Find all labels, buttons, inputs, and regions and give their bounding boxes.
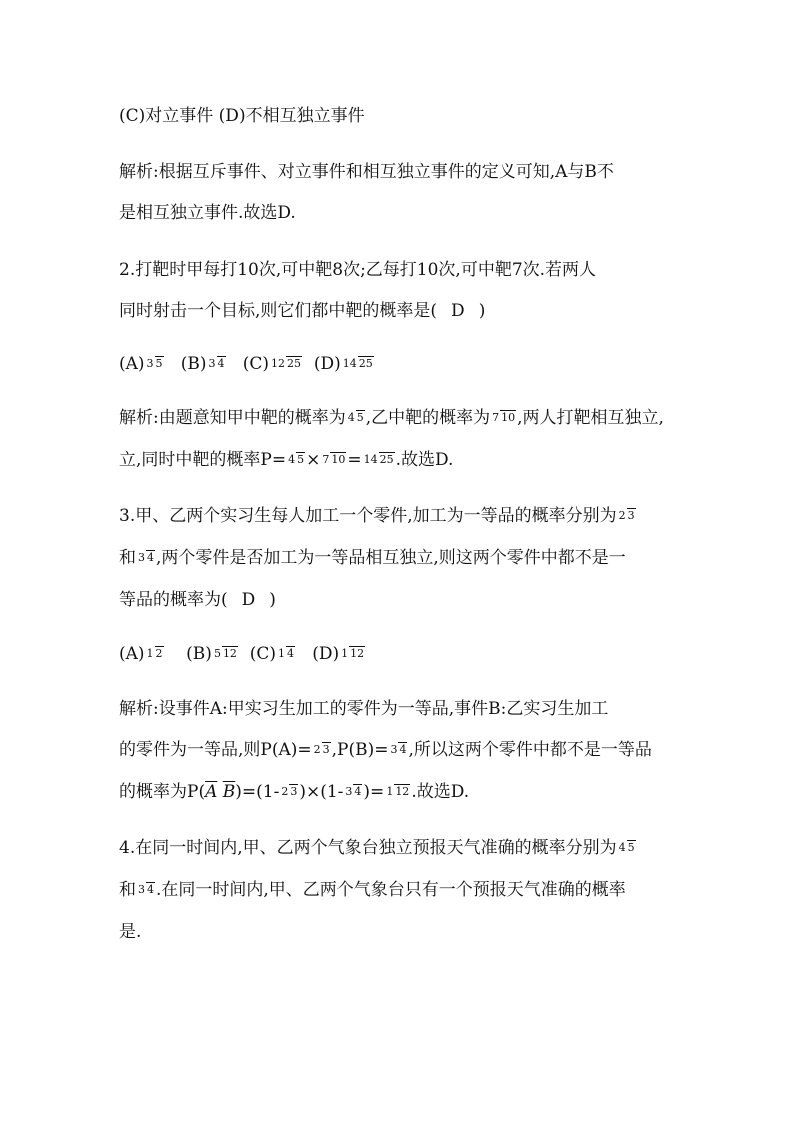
- q3-stem-text: 等品的概率为(: [119, 590, 228, 610]
- q2-option-c-label: (C): [242, 354, 270, 374]
- q3-option-c-fraction: [277, 647, 295, 660]
- q2-solution-fraction-yi: [491, 411, 516, 424]
- q1-options-line: [119, 108, 365, 125]
- q4-stem-line-1: [119, 840, 637, 857]
- q3-stem-line-3: [119, 592, 276, 609]
- fraction-denominator: 2: [155, 646, 163, 660]
- q3-solution-text: .故选D.: [411, 782, 470, 802]
- q3-option-a-fraction: [146, 647, 164, 660]
- fraction-numerator: 14: [363, 452, 378, 466]
- q2-option-a-label: (A): [119, 354, 145, 374]
- equals-sign: =: [347, 450, 362, 470]
- fraction-denominator: 3: [322, 742, 330, 756]
- q2-solution-fraction-jia: [347, 411, 365, 424]
- fraction-numerator: 2: [618, 508, 626, 522]
- event-b-complement: $\overline{B}$: [222, 782, 236, 802]
- q2-solution-text: ,两人打靶相互独立,: [517, 408, 664, 428]
- fraction-numerator: 2: [313, 742, 321, 756]
- q2-stem-line-1: [119, 262, 596, 279]
- q3-solution-fraction-pb: [389, 743, 407, 756]
- q3-solution-line-1: [119, 701, 608, 718]
- fraction-numerator: 7: [492, 410, 500, 424]
- q3-solution-text: ,所以这两个零件中都不是一等品: [408, 740, 652, 760]
- q3-option-a-label: (A): [119, 644, 145, 664]
- q4-stem-line-2: [119, 882, 626, 899]
- q3-solution-fraction-5: [385, 785, 410, 798]
- fraction-denominator: 25: [287, 356, 302, 370]
- q3-stem-fraction-2: [137, 551, 155, 564]
- q2-solution-text: ,乙中靶的概率为: [365, 408, 491, 428]
- fraction-numerator: 4: [618, 840, 626, 854]
- fraction-denominator: 4: [354, 784, 362, 798]
- q1-options-text: (C)对立事件 (D)不相互独立事件: [119, 106, 365, 126]
- q3-solution-line-3: [119, 784, 469, 801]
- q3-solution-fraction-3: [280, 785, 298, 798]
- fraction-denominator: 12: [395, 784, 410, 798]
- q3-stem-text: ,两个零件是否加工为一等品相互独立,则这两个零件中都不是一: [156, 548, 626, 568]
- q4-stem-text: .: [136, 922, 142, 942]
- q3-options-line: [119, 646, 366, 663]
- fraction-denominator: 3: [627, 508, 635, 522]
- fraction-denominator: 3: [290, 784, 298, 798]
- fraction-denominator: 5: [627, 840, 635, 854]
- q4-stem-text: 和: [119, 880, 136, 900]
- q2-option-c-fraction: [270, 357, 302, 370]
- q3-solution-text: ,P(B)=: [331, 740, 389, 760]
- q4-stem-fraction-1: [618, 841, 636, 854]
- q2-solution-text: 解析:由题意知甲中靶的概率为: [119, 408, 346, 428]
- q4-stem-line-3: [119, 924, 141, 941]
- q2-stem-text-1: 2.打靶时甲每打10次,可中靶8次;乙每打10次,可中靶7次.若两人: [119, 260, 597, 280]
- q2-option-b-label: (B): [180, 354, 207, 374]
- q3-answer: D: [241, 590, 256, 610]
- fraction-numerator: 1: [386, 784, 394, 798]
- fraction-denominator: 12: [222, 646, 237, 660]
- q2-option-d-fraction: [342, 357, 374, 370]
- q3-close-paren: ): [269, 590, 276, 610]
- q3-stem-fraction-1: [618, 509, 636, 522]
- q4-stem-text: 是: [119, 922, 136, 942]
- fraction-numerator: 3: [208, 356, 216, 370]
- fraction-denominator: 10: [331, 452, 346, 466]
- q1-solution-line-2: [119, 205, 296, 222]
- fraction-numerator: 1: [278, 646, 286, 660]
- q2-options-line: [119, 356, 375, 373]
- times-sign: ×: [306, 450, 321, 470]
- q3-solution-text: 解析:设事件A:甲实习生加工的零件为一等品,事件B:乙实习生加工: [119, 699, 609, 719]
- fraction-numerator: 3: [138, 882, 145, 896]
- fraction-numerator: 5: [213, 646, 221, 660]
- q2-answer: D: [451, 301, 465, 321]
- fraction-denominator: 10: [501, 410, 516, 424]
- q3-solution-line-2: [119, 742, 652, 759]
- q2-option-b-fraction: [208, 357, 226, 370]
- q2-stem-line-2: [119, 303, 485, 320]
- fraction-numerator: 1: [146, 646, 154, 660]
- fraction-numerator: 12: [271, 356, 286, 370]
- fraction-denominator: 25: [358, 356, 373, 370]
- q2-solution-line-2: [119, 452, 453, 469]
- q2-solution-text: .故选D.: [395, 450, 454, 470]
- q2-option-a-fraction: [146, 357, 164, 370]
- fraction-denominator: 12: [350, 646, 365, 660]
- q3-stem-text: 和: [119, 548, 136, 568]
- q3-option-d-label: (D): [312, 644, 340, 664]
- q1-solution-line-1: [119, 164, 614, 181]
- q2-option-d-label: (D): [313, 354, 341, 374]
- fraction-denominator: 4: [399, 742, 407, 756]
- q2-solution-text: 立,同时中靶的概率P=: [119, 450, 287, 470]
- fraction-denominator: 5: [356, 410, 364, 424]
- fraction-denominator: 4: [287, 646, 295, 660]
- q3-stem-text: 3.甲、乙两个实习生每人加工一个零件,加工为一等品的概率分别为: [119, 506, 617, 526]
- q2-close-paren: ): [478, 301, 486, 321]
- q2-solution-fraction-2: [321, 453, 346, 466]
- fraction-numerator: 7: [322, 452, 330, 466]
- fraction-numerator: 4: [347, 410, 355, 424]
- fraction-numerator: 3: [390, 742, 398, 756]
- q4-stem-text: 4.在同一时间内,甲、乙两个气象台独立预报天气准确的概率分别为: [119, 838, 617, 858]
- event-a-complement: $\overline{A}$: [205, 782, 218, 802]
- fraction-denominator: 4: [147, 882, 154, 896]
- q3-stem-line-1: [119, 508, 637, 525]
- fraction-denominator: 25: [379, 452, 394, 466]
- q1-solution-text-1: 解析:根据互斥事件、对立事件和相互独立事件的定义可知,A与B不: [119, 162, 614, 182]
- q2-solution-line-1: [119, 410, 664, 427]
- q2-stem-text-2: 同时射击一个目标,则它们都中靶的概率是(: [119, 301, 438, 321]
- q3-option-d-fraction: [340, 647, 365, 660]
- fraction-denominator: 5: [155, 356, 163, 370]
- q3-stem-line-2: [119, 550, 626, 567]
- q3-solution-text: 的零件为一等品,则P(A)=: [119, 740, 312, 760]
- fraction-denominator: 4: [217, 356, 225, 370]
- q3-option-b-fraction: [213, 647, 238, 660]
- fraction-denominator: 4: [147, 550, 154, 564]
- q3-solution-text: )=(1-: [235, 782, 280, 802]
- q1-solution-text-2: 是相互独立事件.故选D.: [119, 203, 296, 223]
- fraction-numerator: 3: [345, 784, 353, 798]
- q2-solution-fraction-1: [287, 453, 305, 466]
- fraction-numerator: 1: [341, 646, 349, 660]
- q3-solution-text: 的概率为P(: [119, 782, 206, 802]
- fraction-numerator: 14: [342, 356, 357, 370]
- fraction-numerator: 3: [146, 356, 154, 370]
- q3-option-b-label: (B): [186, 644, 212, 664]
- fraction-numerator: 3: [138, 550, 145, 564]
- q3-solution-fraction-pa: [313, 743, 331, 756]
- q4-stem-text: .在同一时间内,甲、乙两个气象台只有一个预报天气准确的概率: [156, 880, 626, 900]
- q4-stem-fraction-2: [137, 883, 155, 896]
- fraction-numerator: 4: [288, 452, 296, 466]
- q3-solution-fraction-4: [344, 785, 362, 798]
- q3-solution-text: )×(1-: [299, 782, 344, 802]
- fraction-numerator: 2: [281, 784, 289, 798]
- q3-solution-text: )=: [363, 782, 385, 802]
- fraction-denominator: 5: [297, 452, 305, 466]
- q2-solution-fraction-3: [363, 453, 395, 466]
- q3-option-c-label: (C): [249, 644, 277, 664]
